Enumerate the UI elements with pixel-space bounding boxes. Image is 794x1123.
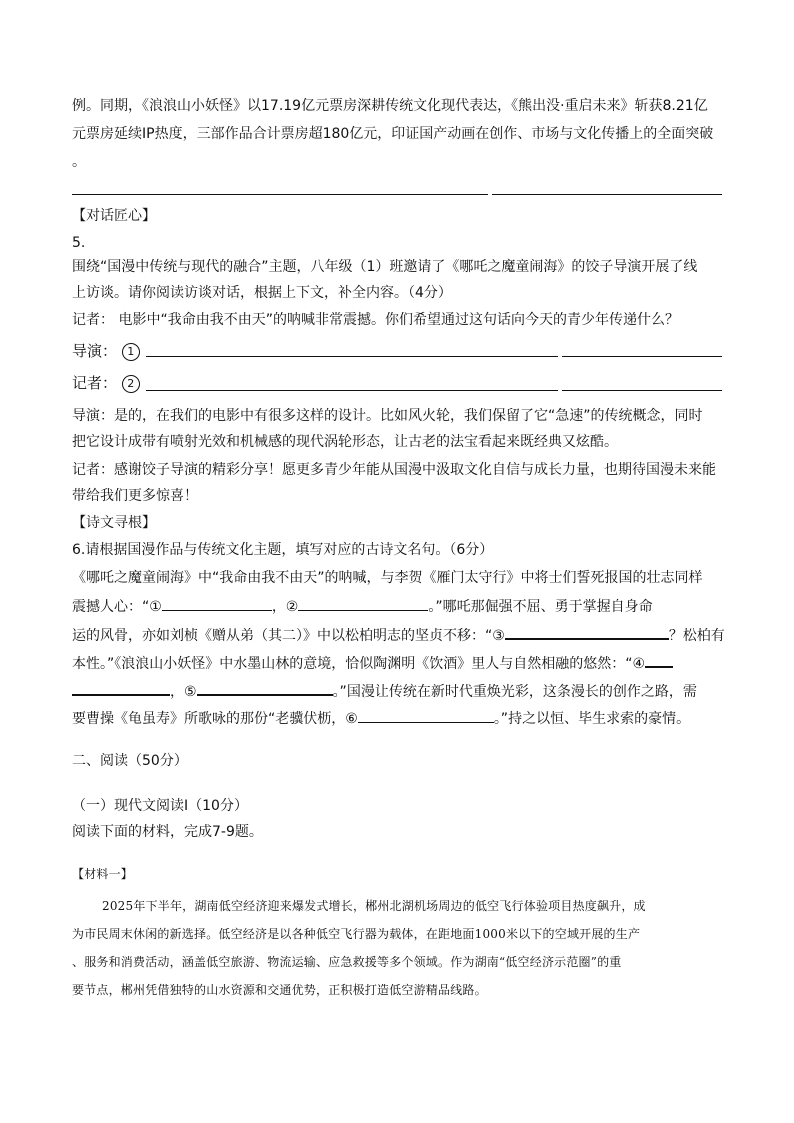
blank-marker-1: 1 — [122, 343, 140, 361]
blank-poem-6[interactable] — [358, 708, 494, 723]
material-line-4: 要节点，郴州凭借独特的山水资源和交通优势，正积极打造低空游精品线路。 — [72, 983, 487, 997]
director-label: 导演： — [72, 342, 118, 360]
answer-line-long[interactable] — [72, 194, 488, 195]
poetry-line-2: 震撼人心：“① ，② 。”哪吒那倔强不屈、勇于掌握自身命 — [72, 596, 653, 617]
poetry-line-3: 运的风骨，亦如刘桢《赠从弟（其二）》中以松柏明志的坚贞不移：“③ ？松柏有 — [72, 624, 725, 646]
poetry-header: 【诗文寻根】 — [72, 515, 156, 531]
question-6: 6.请根据国漫作品与传统文化主题，填写对应的古诗文名句。（6分） — [72, 542, 494, 558]
reporter-question: 记者： 电影中“我命由我不由天”的呐喊非常震撼。你们希望通过这句话向今天的青少年传递什么？ — [72, 312, 679, 328]
blank-poem-3[interactable] — [505, 624, 669, 640]
answer-line-short[interactable] — [492, 194, 722, 195]
reading-section-title: 二、阅读（50分） — [72, 753, 188, 769]
reading-instruction: 阅读下面的材料，完成7-9题。 — [72, 824, 263, 840]
director-answer-1: 导演：是的，在我们的电影中有很多这样的设计。比如风火轮，我们保留了它“急速”的传统概念，同时 — [72, 408, 703, 424]
material-label: 【材料一】 — [72, 867, 134, 881]
blank-poem-5[interactable] — [197, 680, 333, 696]
reporter-close-1: 记者：感谢饺子导演的精彩分享！愿更多青少年能从国漫中汲取文化自信与成长力量，也期待国漫未来能 — [72, 462, 716, 478]
director-answer-row — [72, 340, 142, 362]
material-line-1: 2025年下半年，湖南低空经济迎来爆发式增长，郴州北湖机场周边的低空飞行体验项目热度飙升，成 — [102, 899, 646, 913]
dialogue-prompt-2: 上访谈。请你阅读访谈对话，根据上下文，补全内容。（4分） — [72, 285, 452, 301]
blank-poem-2[interactable] — [298, 596, 428, 611]
intro-line-2: 元票房延续IP热度，三部作品合计票房超180亿元，印证国产动画在创作、市场与文化传播上的全面突破 — [72, 126, 714, 142]
blank-1-line[interactable] — [146, 356, 558, 357]
reading-subsection-title: （一）现代文阅读Ⅰ（10分） — [72, 798, 248, 814]
poetry-line-4: 本性。”《浪浪山小妖怪》中水墨山林的意境，恰似陶渊明《饮酒》里人与自然相融的悠然：“④ — [72, 652, 673, 674]
blank-poem-4-cont[interactable] — [72, 680, 170, 696]
director-answer-2: 把它设计成带有喷射光效和机械感的现代涡轮形态，让古老的法宝看起来既经典又炫酷。 — [72, 434, 618, 450]
blank-2-line[interactable] — [146, 390, 558, 391]
blank-poem-1[interactable] — [162, 596, 272, 611]
intro-line-3: 。 — [72, 154, 86, 170]
blank-1-line-ext[interactable] — [562, 356, 722, 357]
question-number-5: 5. — [72, 235, 86, 251]
material-line-2: 为市民周末休闲的新选择。低空经济是以各种低空飞行器为载体，在距地面1000米以下的空域开展的生产 — [72, 927, 641, 941]
reporter-close-2: 带给我们更多惊喜！ — [72, 488, 198, 504]
blank-marker-2: 2 — [122, 375, 140, 393]
reporter-label: 记者： — [72, 374, 118, 392]
poetry-line-6: 要曹操《龟虽寿》所歌咏的那份“老骥伏枥，⑥ 。”持之以恒、毕生求索的豪情。 — [72, 708, 690, 729]
material-line-3: 、服务和消费活动，涵盖低空旅游、物流运输、应急救援等多个领域。作为湖南“低空经济示范圈”的重 — [72, 955, 622, 969]
intro-line-1: 例。同期，《浪浪山小妖怪》以17.19亿元票房深耕传统文化现代表达，《熊出没·重启未来》斩获8.21亿 — [72, 98, 708, 114]
reporter-answer-row — [72, 372, 142, 394]
dialogue-prompt-1: 围绕“国漫中传统与现代的融合”主题，八年级（1）班邀请了《哪吒之魔童闹海》的饺子导演开展了线 — [72, 259, 698, 275]
blank-2-line-ext[interactable] — [562, 390, 722, 391]
blank-poem-4[interactable] — [645, 652, 673, 668]
poetry-line-5: ，⑤ 。”国漫让传统在新时代重焕光彩，这条漫长的创作之路，需 — [72, 680, 697, 702]
poetry-line-1: 《哪吒之魔童闹海》中“我命由我不由天”的呐喊，与李贺《雁门太守行》中将士们誓死报国的壮志同样 — [72, 570, 703, 586]
dialogue-header: 【对话匠心】 — [72, 208, 156, 224]
